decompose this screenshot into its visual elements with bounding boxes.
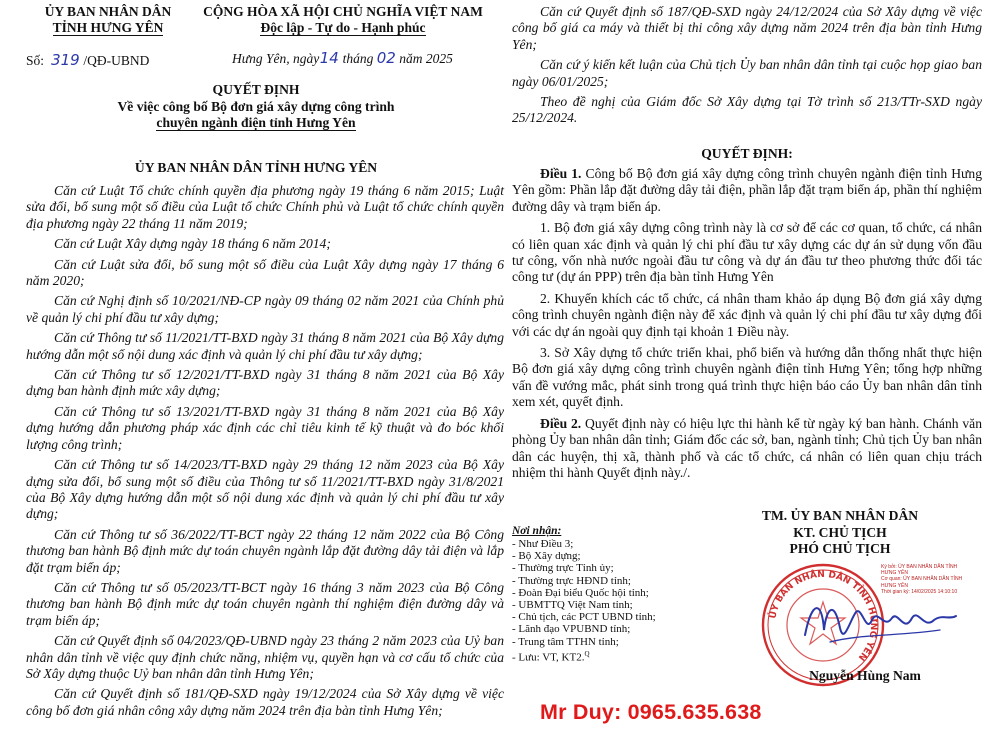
date-month-label: tháng <box>342 51 374 66</box>
recipients-block <box>512 524 722 664</box>
title-block <box>66 82 446 132</box>
recipient-item: - Lãnh đạo VPUBND tỉnh; <box>512 623 631 636</box>
nation-block <box>188 4 498 36</box>
basis-item: Căn cứ Quyết định số 187/QĐ-SXD ngày 24/12/2024 của Sở Xây dựng về việc công bố giá ca máy và thiết bị thi công xây dựng năm 2024 trên địa bàn tỉnh Hưng Yên; <box>512 4 982 52</box>
recipient-item: - Trung tâm TTHN tỉnh; <box>512 635 619 648</box>
article-1-clause-3: 3. Sở Xây dựng tổ chức triển khai, phổ biến và hướng dẫn thống nhất thực hiện Bộ đơn giá xây dựng công trình chuyên ngành điện tỉnh Hưng Yên; tổng hợp những vấn đề vướng mắc, phát sinh trong quá trình thực hiện báo cáo Ủy ban nhân dân tỉnh xem xét, quyết định. <box>512 345 982 410</box>
signature-line2: KT. CHỦ TỊCH <box>793 524 887 540</box>
basis-item: Căn cứ Thông tư số 05/2023/TT-BCT ngày 16 tháng 3 năm 2023 của Bộ Công thương ban hành Bộ định mức dự toán chuyên ngành thí nghiệm điện đường dây và trạm biến áp; <box>26 579 504 628</box>
signature-line3: PHÓ CHỦ TỊCH <box>789 541 891 556</box>
recipient-item: - Thường trực Tỉnh ủy; <box>512 562 614 575</box>
basis-item: Căn cứ Luật Tổ chức chính quyền địa phương ngày 19 tháng 6 năm 2015; Luật sửa đổi, bổ sung một số điều của Luật tổ chức Chính phủ và Luật tổ chức chính quyền địa phương ngày 22 tháng 11 năm 2019; <box>26 183 504 231</box>
article-2-label: Điều 2. <box>540 415 582 431</box>
recipients-label: Nơi nhận: <box>512 525 562 537</box>
number-suffix: /QĐ-UBND <box>83 53 150 68</box>
articles <box>512 166 982 481</box>
date-day: 14 <box>319 49 339 67</box>
recipient-item: - Đoàn Đại biểu Quốc hội tỉnh; <box>512 586 649 599</box>
agency-line1: ỦY BAN NHÂN DÂN <box>44 4 172 19</box>
article-1-clause-1: 1. Bộ đơn giá xây dựng công trình này là cơ sở để các cơ quan, tổ chức, cá nhân có liên quan xác định và quản lý chi phí đầu tư xây dựng các dự án sử dụng vốn đầu tư công, vốn nhà nước ngoài đầu tư công và dự án đầu tư theo phương thức đối tác công tư (dự án PPP) trên địa bàn tỉnh Hưng Yên <box>512 220 982 285</box>
article-2 <box>512 416 982 482</box>
document-date <box>232 49 453 67</box>
nation-line1: CỘNG HÒA XÃ HỘI CHỦ NGHĨA VIỆT NAM <box>203 4 483 19</box>
document-number <box>26 51 149 69</box>
title-heading: QUYẾT ĐỊNH <box>212 82 300 97</box>
basis-item: Căn cứ Luật sửa đổi, bổ sung một số điều của Luật Xây dựng ngày 17 tháng 6 năm 2020; <box>26 256 504 289</box>
agency-line2: TỈNH HƯNG YÊN <box>52 20 164 35</box>
basis-item: Căn cứ Luật Xây dựng ngày 18 tháng 6 năm 2014; <box>54 236 331 252</box>
number-handwritten: 319 <box>51 51 80 69</box>
recipient-item: - Như Điều 3; <box>512 538 574 550</box>
article-1-clause-2: 2. Khuyến khích các tổ chức, cá nhân tham khảo áp dụng Bộ đơn giá xây dựng công trình chuyên ngành điện này để xác định và quản lý chi phí đầu tư xây dựng đối với các dự án ngoài quy định tại khoản 1 Điều này. <box>512 290 982 339</box>
nation-line2: Độc lập - Tự do - Hạnh phúc <box>260 20 426 35</box>
recipient-item: - Lưu: VT, KT2.$^Q$ <box>512 649 590 664</box>
recipient-item: - Chủ tịch, các PCT UBND tỉnh; <box>512 611 656 624</box>
article-1 <box>512 166 982 215</box>
signature-line1: TM. ỦY BAN NHÂN DÂN <box>761 508 919 523</box>
decision-heading: QUYẾT ĐỊNH: <box>701 146 793 161</box>
date-prefix: Hưng Yên, ngày <box>232 51 320 66</box>
handwritten-signature <box>800 590 960 655</box>
basis-item: Căn cứ Quyết định số 181/QĐ-SXD ngày 19/12/2024 của Sở Xây dựng về việc công bố đơn giá nhân công xây dựng năm 2024 trên địa bàn tỉnh Hưng Yên; <box>26 686 504 718</box>
basis-item: Căn cứ Quyết định số 04/2023/QĐ-UBND ngày 23 tháng 2 năm 2023 của Uỷ ban nhân dân tỉnh về việc quy định chức năng, nhiệm vụ, quyền hạn và cơ cấu tổ chức của Sở Xây dựng thuộc Uỷ ban nhân dân tỉnh Hưng Yên; <box>26 633 504 681</box>
basis-item: Căn cứ Thông tư số 36/2022/TT-BCT ngày 22 tháng 12 năm 2022 của Bộ Công thương ban hành Bộ định mức dự toán chuyên ngành lắp đặt đường dây tải điện và lắp đặt trạm biến áp; <box>26 526 504 575</box>
basis-item: Căn cứ Thông tư số 11/2021/TT-BXD ngày 31 tháng 8 năm 2021 của Bộ Xây dựng hướng dẫn một số nội dung xác định và quản lý chi phí đầu tư xây dựng; <box>26 330 504 362</box>
basis-item: Căn cứ Thông tư số 13/2021/TT-BXD ngày 31 tháng 8 năm 2021 của Bộ Xây dựng hướng dẫn phương pháp xác định các chỉ tiêu kinh tế kỹ thuật và đo bóc khối lượng công trình; <box>26 403 504 452</box>
title-subject-line1: Về việc công bố Bộ đơn giá xây dựng công trình <box>117 98 395 114</box>
article-1-text: Công bố Bộ đơn giá xây dựng công trình chuyên ngành điện tỉnh Hưng Yên gồm: Phần lắp đặt đường dây tải điện, phần lắp đặt trạm biến áp, phần thí nghiệm đường dây và trạm biến áp. <box>512 166 982 214</box>
recipient-item: - UBMTTQ Việt Nam tỉnh; <box>512 599 633 612</box>
signature-title <box>740 508 940 558</box>
issuer-heading: ỦY BAN NHÂN DÂN TỈNH HƯNG YÊN <box>134 160 378 175</box>
archive-mark: Q <box>584 649 590 658</box>
basis-item: Căn cứ ý kiến kết luận của Chủ tịch Ủy ban nhân dân tỉnh tại cuộc họp giao ban ngày 06/01/2025; <box>512 57 982 89</box>
basis-item: Căn cứ Thông tư số 14/2023/TT-BXD ngày 29 tháng 12 năm 2023 của Bộ Xây dựng sửa đổi, bổ sung một số điều của Thông tư số 11/2021/TT-BXD ngày 31/8/2021 của Bộ Xây dựng hướng dẫn một số nội dung xác định và quản lý chi phí đầu tư xây dựng; <box>26 457 504 522</box>
contact-overlay: Mr Duy: 0965.635.638 <box>540 700 762 724</box>
digital-signature: Ký bởi: ỦY BAN NHÂN DÂN TỈNH HƯNG YÊN Cơ quan: ỦY BAN NHÂN DÂN TỈNH HƯNG YÊN Thời gian ký: 14/02/2025 14:10:10 <box>881 564 963 595</box>
basis-item: Căn cứ Nghị định số 10/2021/NĐ-CP ngày 09 tháng 02 năm 2021 của Chính phủ về quản lý chi phí đầu tư xây dựng; <box>26 293 504 325</box>
date-year: năm 2025 <box>399 51 453 66</box>
signer-name: Nguyễn Hùng Nam <box>809 668 921 683</box>
seal-text: ỦY BAN NHÂN DÂN TỈNH HƯNG YÊN <box>768 569 879 663</box>
basis-item: Theo đề nghị của Giám đốc Sở Xây dựng tại Tờ trình số 213/TTr-SXD ngày 25/12/2024. <box>512 94 982 126</box>
recipient-item: - Bộ Xây dựng; <box>512 550 581 563</box>
date-month: 02 <box>376 49 396 67</box>
basis-item: Căn cứ Thông tư số 12/2021/TT-BXD ngày 31 tháng 8 năm 2021 của Bộ Xây dựng ban hành định mức xây dựng; <box>26 367 504 399</box>
agency-block <box>18 4 198 36</box>
title-subject-line2: chuyên ngành điện tỉnh Hưng Yên <box>156 115 356 130</box>
recipient-item: - Thường trực HĐND tỉnh; <box>512 574 631 587</box>
article-2-text: Quyết định này có hiệu lực thi hành kể từ ngày ký ban hành. Chánh văn phòng Ủy ban nhân dân tỉnh; Giám đốc các sở, ban, ngành tỉnh; Chủ tịch Ủy ban nhân dân các huyện, thị xã, thành phố và các tổ chức, cá nhân có liên quan chịu trách nhiệm thi hành Quyết định này./. <box>512 415 983 480</box>
left-bases <box>26 183 504 719</box>
number-prefix: Số: <box>26 53 45 68</box>
right-bases <box>512 4 982 127</box>
article-1-label: Điều 1. <box>540 166 582 181</box>
